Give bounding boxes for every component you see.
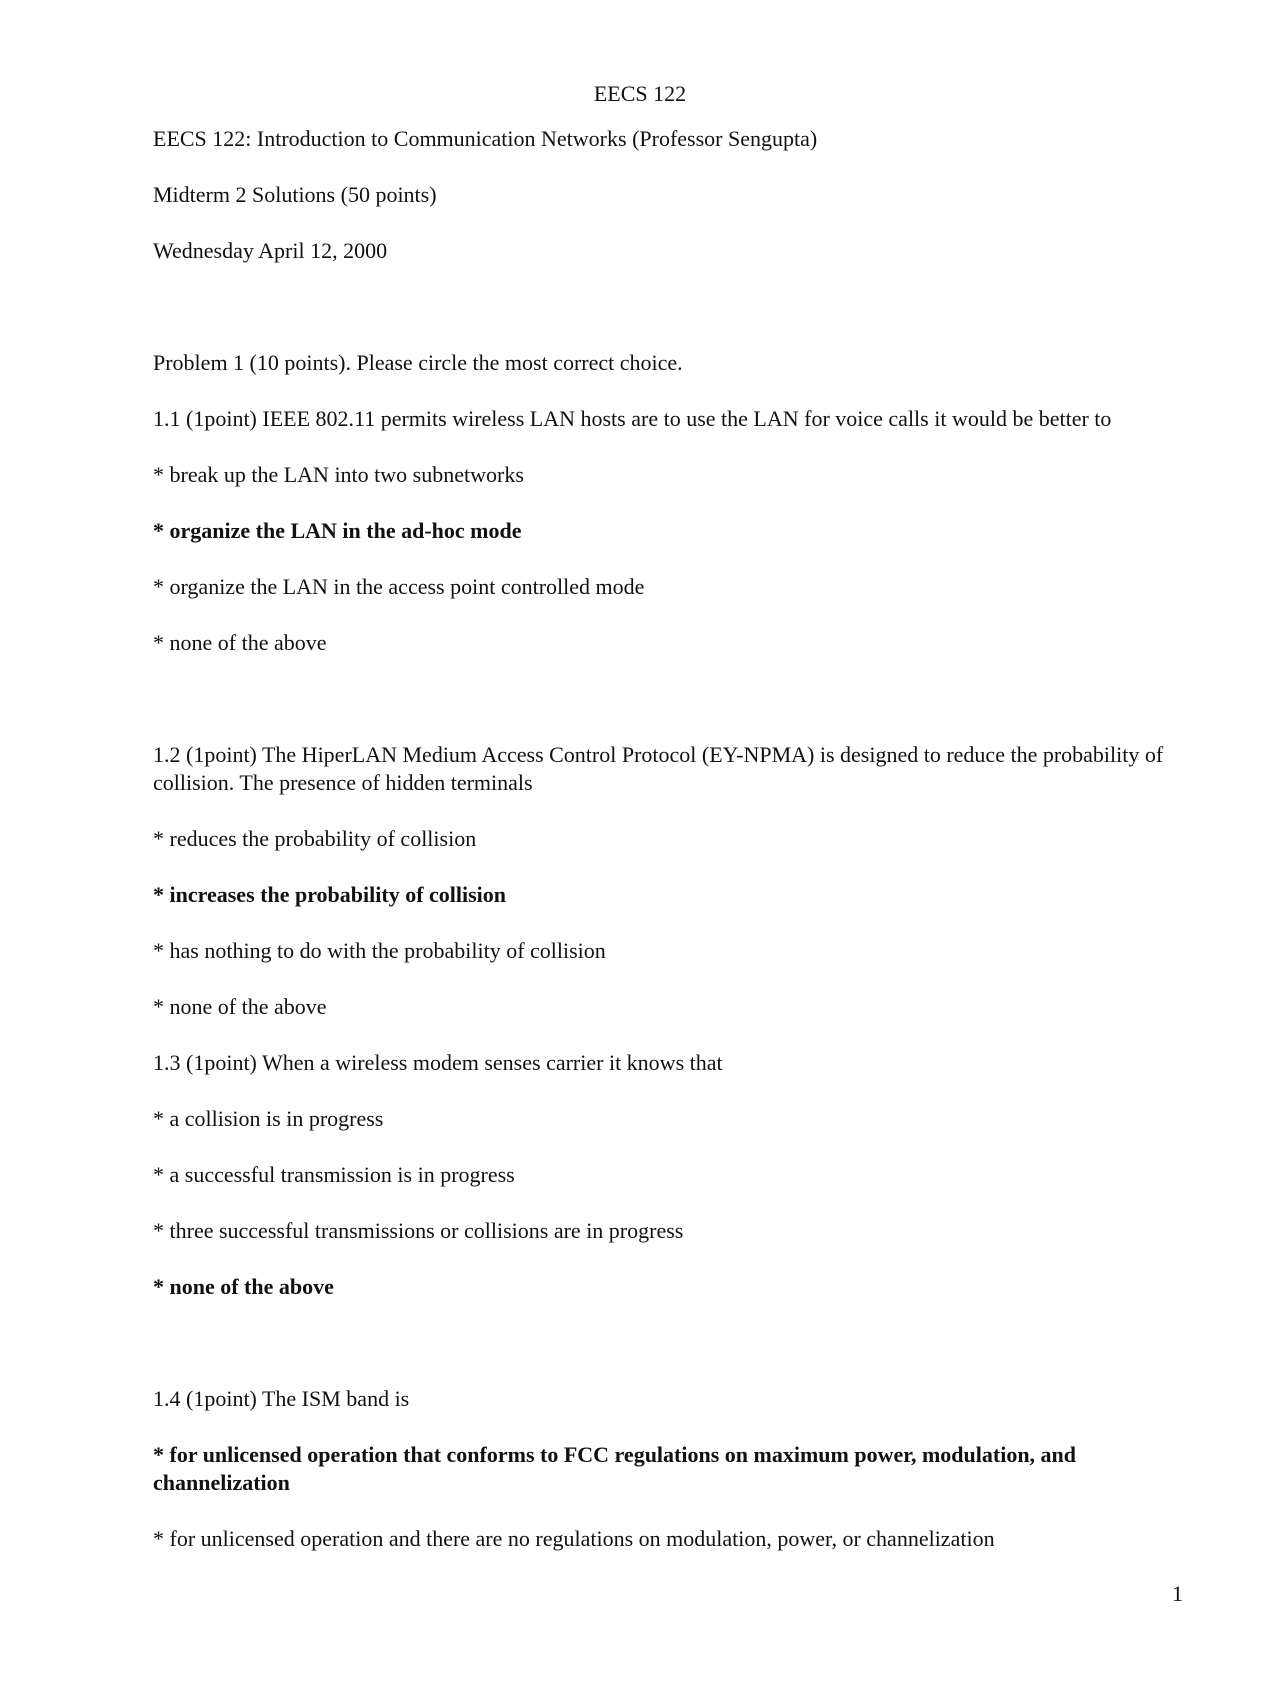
question-1-2-option-a: * reduces the probability of collision <box>153 826 477 851</box>
question-1-1-option-d: * none of the above <box>153 630 327 655</box>
question-1-1-option-b-answer: * organize the LAN in the ad-hoc mode <box>153 518 522 543</box>
question-1-3-option-d-answer: * none of the above <box>153 1274 334 1299</box>
question-1-2-option-c: * has nothing to do with the probability of collision <box>153 938 606 963</box>
question-1-4-option-b: * for unlicensed operation and there are no regulations on modulation, power, or channelization <box>153 1526 995 1551</box>
question-1-1-option-a: * break up the LAN into two subnetworks <box>153 462 524 487</box>
question-1-2-option-d: * none of the above <box>153 994 327 1019</box>
question-1-3-option-a: * a collision is in progress <box>153 1106 384 1131</box>
question-1-4-prompt: 1.4 (1point) The ISM band is <box>153 1386 410 1411</box>
page-number: 1 <box>1172 1581 1183 1606</box>
course-title: EECS 122: Introduction to Communication Networks (Professor Sengupta) <box>153 126 818 151</box>
exam-date: Wednesday April 12, 2000 <box>153 238 388 263</box>
question-1-3-prompt: 1.3 (1point) When a wireless modem senses carrier it knows that <box>153 1050 723 1075</box>
problem-1-intro: Problem 1 (10 points). Please circle the most correct choice. <box>153 350 683 375</box>
question-1-1-option-c: * organize the LAN in the access point controlled mode <box>153 574 645 599</box>
question-1-3-option-c: * three successful transmissions or collisions are in progress <box>153 1218 684 1243</box>
question-1-1-prompt: 1.1 (1point) IEEE 802.11 permits wireless LAN hosts are to use the LAN for voice calls it would be better to <box>153 406 1112 431</box>
running-header: EECS 122 <box>593 81 687 106</box>
question-1-3-option-b: * a successful transmission is in progress <box>153 1162 515 1187</box>
question-1-4-option-a-answer: * for unlicensed operation that conforms to FCC regulations on maximum power, modulation, and channelization <box>153 1442 1077 1495</box>
question-1-2-prompt: 1.2 (1point) The HiperLAN Medium Access Control Protocol (EY-NPMA) is designed to reduce the probability of collision. The presence of hidden terminals <box>153 742 1164 795</box>
question-1-2-option-b-answer: * increases the probability of collision <box>153 882 507 907</box>
exam-title: Midterm 2 Solutions (50 points) <box>153 182 437 207</box>
